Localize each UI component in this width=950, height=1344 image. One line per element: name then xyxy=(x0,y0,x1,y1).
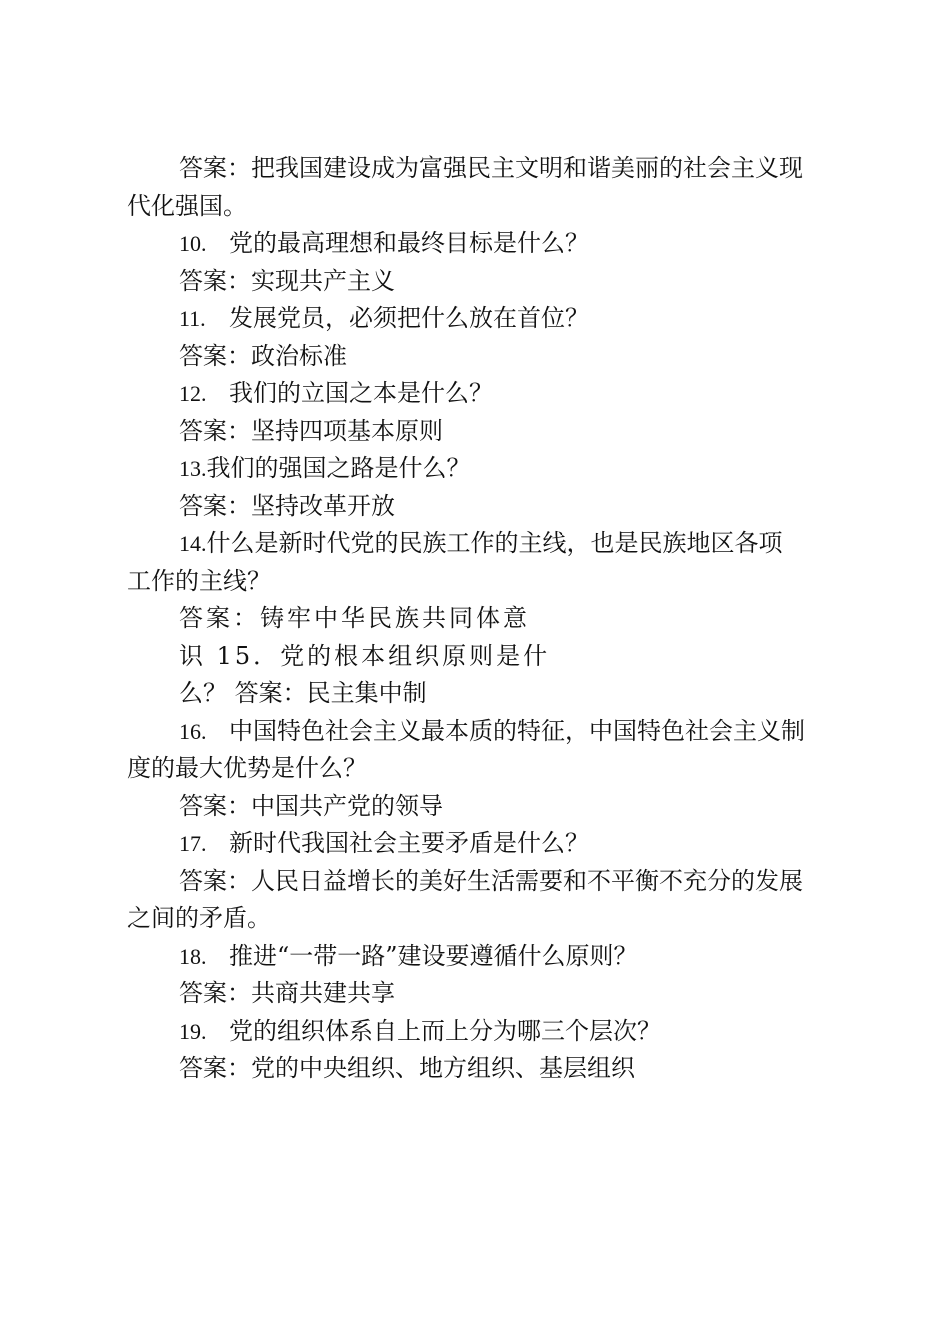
question-16-number: 16. xyxy=(179,718,207,744)
question-11 xyxy=(127,300,832,338)
question-11-number: 11. xyxy=(179,306,206,331)
question-19-number: 19. xyxy=(179,1018,207,1044)
question-17-number: 17. xyxy=(179,831,207,856)
answer-16: 答案：中国共产党的领导 xyxy=(179,791,443,820)
answer-9-line-2: 代化强国。 xyxy=(127,191,247,220)
question-13 xyxy=(127,450,832,488)
question-10-number: 10. xyxy=(179,231,207,256)
question-16-text: 中国特色社会主义最本质的特征，中国特色社会主义制 xyxy=(229,716,805,745)
question-16-line-1 xyxy=(127,713,832,751)
answer-12: 答案：坚持四项基本原则 xyxy=(179,416,443,445)
question-16-line-2: 度的最大优势是什么？ xyxy=(127,754,367,782)
question-18-text: 推进“一带一路”建设要遵循什么原则？ xyxy=(229,941,638,970)
question-14-number: 14. xyxy=(179,531,207,556)
answer-17-line-1: 答案：人民日益增长的美好生活需要和不平衡不充分的发展 xyxy=(179,866,803,895)
question-10-text: 党的最高理想和最终目标是什么？ xyxy=(229,229,589,257)
answer-9-line-1: 答案：把我国建设成为富强民主文明和谐美丽的社会主义现 xyxy=(179,154,803,182)
question-18 xyxy=(127,938,832,976)
answer-11: 答案：政治标准 xyxy=(179,341,347,370)
answer-10: 答案：实现共产主义 xyxy=(179,266,395,295)
question-17 xyxy=(127,825,832,863)
question-14-line-2: 工作的主线？ xyxy=(127,566,271,595)
answer-13: 答案：坚持改革开放 xyxy=(179,491,395,520)
answer-19: 答案：党的中央组织、地方组织、基层组织 xyxy=(179,1054,635,1082)
answer-14-line-1: 答案：铸牢中华民族共同体意 xyxy=(179,604,530,632)
answer-14-line-3: 么？ 答案：民主集中制 xyxy=(179,679,427,707)
question-18-number: 18. xyxy=(179,943,207,969)
question-12 xyxy=(127,375,832,413)
question-14-text: 什么是新时代党的民族工作的主线，也是民族地区各项 xyxy=(206,529,783,557)
answer-14-line-2: 识 15．党的根本组织原则是什 xyxy=(179,641,551,670)
question-17-text: 新时代我国社会主要矛盾是什么？ xyxy=(229,829,589,857)
question-13-number: 13. xyxy=(179,456,207,481)
question-14-line-1 xyxy=(127,525,832,563)
answer-17-line-2: 之间的矛盾。 xyxy=(127,904,271,932)
question-11-text: 发展党员，必须把什么放在首位？ xyxy=(229,304,589,332)
question-19 xyxy=(127,1013,832,1051)
answer-18: 答案：共商共建共享 xyxy=(179,979,395,1007)
question-12-number: 12. xyxy=(179,381,207,406)
question-10 xyxy=(127,225,832,263)
document-body xyxy=(127,150,832,1088)
question-12-text: 我们的立国之本是什么？ xyxy=(229,379,493,407)
question-19-text: 党的组织体系自上而上分为哪三个层次？ xyxy=(229,1016,661,1045)
question-13-text: 我们的强国之路是什么？ xyxy=(206,454,471,482)
